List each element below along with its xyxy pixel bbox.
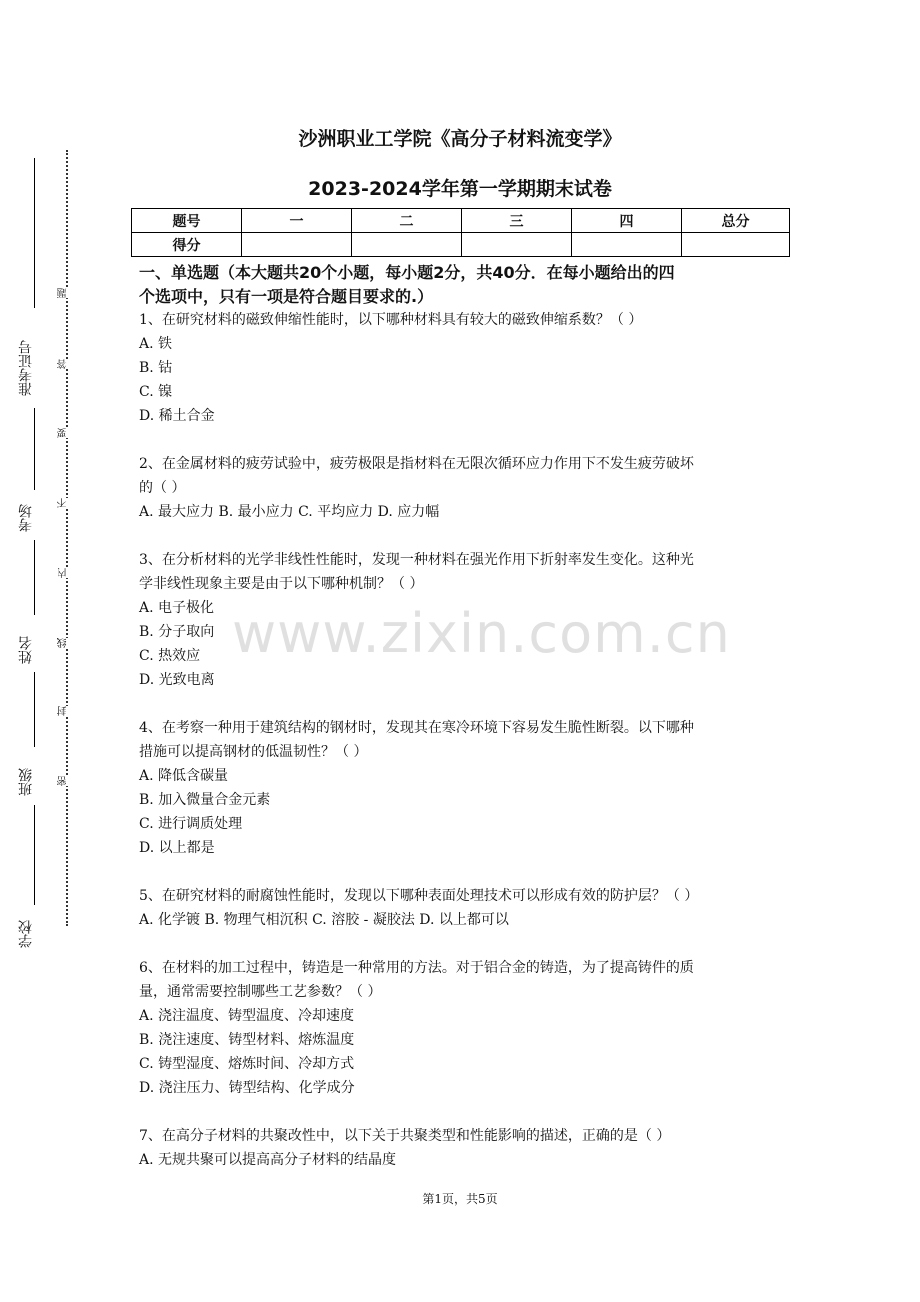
question-stem: 5、在研究材料的耐腐蚀性能时，发现以下哪种表面处理技术可以形成有效的防护层？（ ） — [139, 888, 699, 904]
binding-dotted-line — [66, 150, 68, 926]
class-label: 班级 — [18, 768, 34, 796]
question-stem: 7、在高分子材料的共聚改性中，以下关于共聚类型和性能影响的描述，正确的是（ ） — [139, 1128, 671, 1144]
question-6 — [139, 956, 794, 1100]
question-list — [139, 308, 794, 1196]
score-row-label: 得分 — [132, 233, 242, 257]
header-cell-part-2: 二 — [352, 209, 462, 233]
score-cell-part-3 — [462, 233, 572, 257]
score-cell-part-2 — [352, 233, 462, 257]
question-4 — [139, 716, 794, 860]
score-cell-part-1 — [242, 233, 352, 257]
header-cell-total: 总分 — [682, 209, 790, 233]
question-option: A. 最大应力 B. 最小应力 C. 平均应力 D. 应力幅 — [139, 504, 440, 520]
question-option: B. 浇注速度、铸型材料、熔炼温度 — [139, 1032, 355, 1048]
exam-room-underline — [34, 408, 35, 490]
watermark: www.zixin.com.cn — [232, 602, 731, 665]
header-cell-part-1: 一 — [242, 209, 352, 233]
seal-char-yao: 要 — [58, 428, 74, 438]
seal-char-nei: 内 — [58, 568, 74, 578]
question-option: C. 铸型湿度、熔炼时间、冷却方式 — [139, 1056, 355, 1072]
score-cell-total — [682, 233, 790, 257]
question-option: D. 以上都是 — [139, 840, 215, 856]
seal-char-bu: 不 — [58, 498, 74, 508]
section-heading-line-2: 个选项中，只有一项是符合题目要求的.） — [139, 287, 434, 306]
question-option: A. 化学镀 B. 物理气相沉积 C. 溶胶 - 凝胶法 D. 以上都可以 — [139, 912, 509, 928]
exam-title: 沙洲职业工学院《高分子材料流变学》 — [298, 128, 622, 150]
question-option: B. 钴 — [139, 360, 173, 376]
header-cell-part-3: 三 — [462, 209, 572, 233]
page-footer: 第1页，共5页 — [422, 1192, 498, 1206]
school-label: 学校 — [18, 920, 34, 948]
question-option: C. 进行调质处理 — [139, 816, 243, 832]
question-option: B. 分子取向 — [139, 624, 215, 640]
question-2 — [139, 452, 794, 524]
header-cell-question-no: 题号 — [132, 209, 242, 233]
question-stem: 学非线性现象主要是由于以下哪种机制？（ ） — [139, 576, 424, 592]
question-option: A. 无规共聚可以提高高分子材料的结晶度 — [139, 1152, 397, 1168]
score-table-header-row — [132, 209, 790, 233]
question-option: A. 浇注温度、铸型温度、冷却速度 — [139, 1008, 355, 1024]
exam-id-label: 准考证号 — [18, 340, 34, 396]
score-table-score-row — [132, 233, 790, 257]
exam-room-label: 考场 — [18, 504, 34, 532]
question-stem: 2、在金属材料的疲劳试验中，疲劳极限是指材料在无限次循环应力作用下不发生疲劳破坏 — [139, 456, 694, 472]
question-option: B. 加入微量合金元素 — [139, 792, 271, 808]
section-heading — [139, 261, 794, 309]
school-underline — [34, 805, 35, 905]
seal-char-mi: 密 — [58, 776, 74, 786]
question-option: C. 热效应 — [139, 648, 201, 664]
seal-char-ti: 题 — [58, 288, 74, 298]
section-heading-line-1: 一、单选题（本大题共20个小题，每小题2分，共40分．在每小题给出的四 — [139, 263, 675, 282]
question-stem: 的（ ） — [139, 480, 186, 496]
header-cell-part-4: 四 — [572, 209, 682, 233]
question-option: D. 稀土合金 — [139, 408, 215, 424]
exam-subtitle: 2023-2024学年第一学期期末试卷 — [308, 178, 612, 200]
score-table — [131, 208, 790, 257]
name-label: 姓名 — [18, 636, 34, 664]
question-option: A. 降低含碳量 — [139, 768, 229, 784]
question-stem: 4、在考察一种用于建筑结构的钢材时，发现其在寒冷环境下容易发生脆性断裂。以下哪种 — [139, 720, 694, 736]
seal-char-da: 答 — [58, 359, 74, 369]
question-1 — [139, 308, 794, 428]
question-option: C. 镍 — [139, 384, 173, 400]
question-option: D. 浇注压力、铸型结构、化学成分 — [139, 1080, 355, 1096]
class-underline — [34, 672, 35, 747]
question-stem: 1、在研究材料的磁致伸缩性能时，以下哪种材料具有较大的磁致伸缩系数？（ ） — [139, 312, 643, 328]
question-stem: 6、在材料的加工过程中，铸造是一种常用的方法。对于铝合金的铸造，为了提高铸件的质 — [139, 960, 694, 976]
question-stem: 3、在分析材料的光学非线性性能时，发现一种材料在强光作用下折射率发生变化。这种光 — [139, 552, 694, 568]
question-option: A. 电子极化 — [139, 600, 215, 616]
question-7 — [139, 1124, 794, 1172]
question-stem: 措施可以提高钢材的低温韧性？（ ） — [139, 744, 368, 760]
name-underline — [34, 540, 35, 615]
question-option: A. 铁 — [139, 336, 173, 352]
question-option: D. 光致电离 — [139, 672, 215, 688]
question-stem: 量，通常需要控制哪些工艺参数？（ ） — [139, 984, 382, 1000]
score-cell-part-4 — [572, 233, 682, 257]
question-5 — [139, 884, 794, 932]
seal-char-feng: 封 — [58, 706, 74, 716]
seal-char-xian: 线 — [58, 638, 74, 648]
